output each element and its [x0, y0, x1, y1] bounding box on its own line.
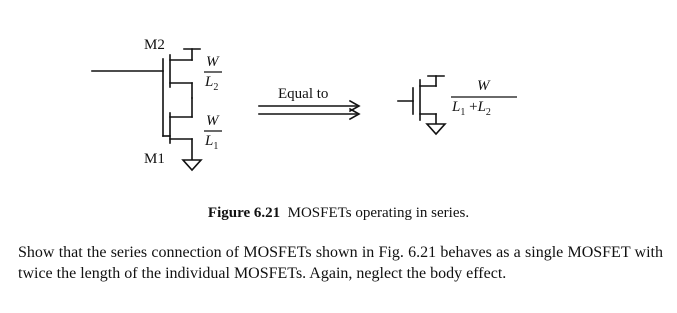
caption-text: MOSFETs operating in series. — [287, 205, 470, 221]
caption-number: Figure 6.21 — [207, 205, 281, 221]
series-mosfet-circuit — [92, 49, 200, 160]
ratio-equiv-denominator: $L_1 +L_2$ — [452, 99, 491, 118]
equal-to-label: Equal to — [278, 86, 329, 102]
ratio-bottom-numerator: W — [206, 113, 219, 129]
figure-caption — [0, 206, 677, 221]
ratio-equiv-numerator: W — [477, 78, 490, 94]
ground-icon — [183, 160, 201, 170]
single-mosfet-circuit — [398, 76, 444, 124]
m2-label: M2 — [144, 37, 165, 53]
equal-arrows — [259, 101, 359, 119]
ratio-top-numerator: W — [206, 54, 219, 70]
m1-label: M1 — [144, 151, 165, 167]
ratio-bottom-denominator: $L_1$ — [205, 133, 219, 152]
ratio-top-denominator: $L_2$ — [205, 74, 219, 93]
ground-icon — [427, 124, 445, 134]
problem-text: Show that the series connection of MOSFETs shown in Fig. 6.21 behaves as a single MOSFET with twice the length of the individual MOSFETs. Again, neglect the body effect. — [18, 244, 663, 282]
